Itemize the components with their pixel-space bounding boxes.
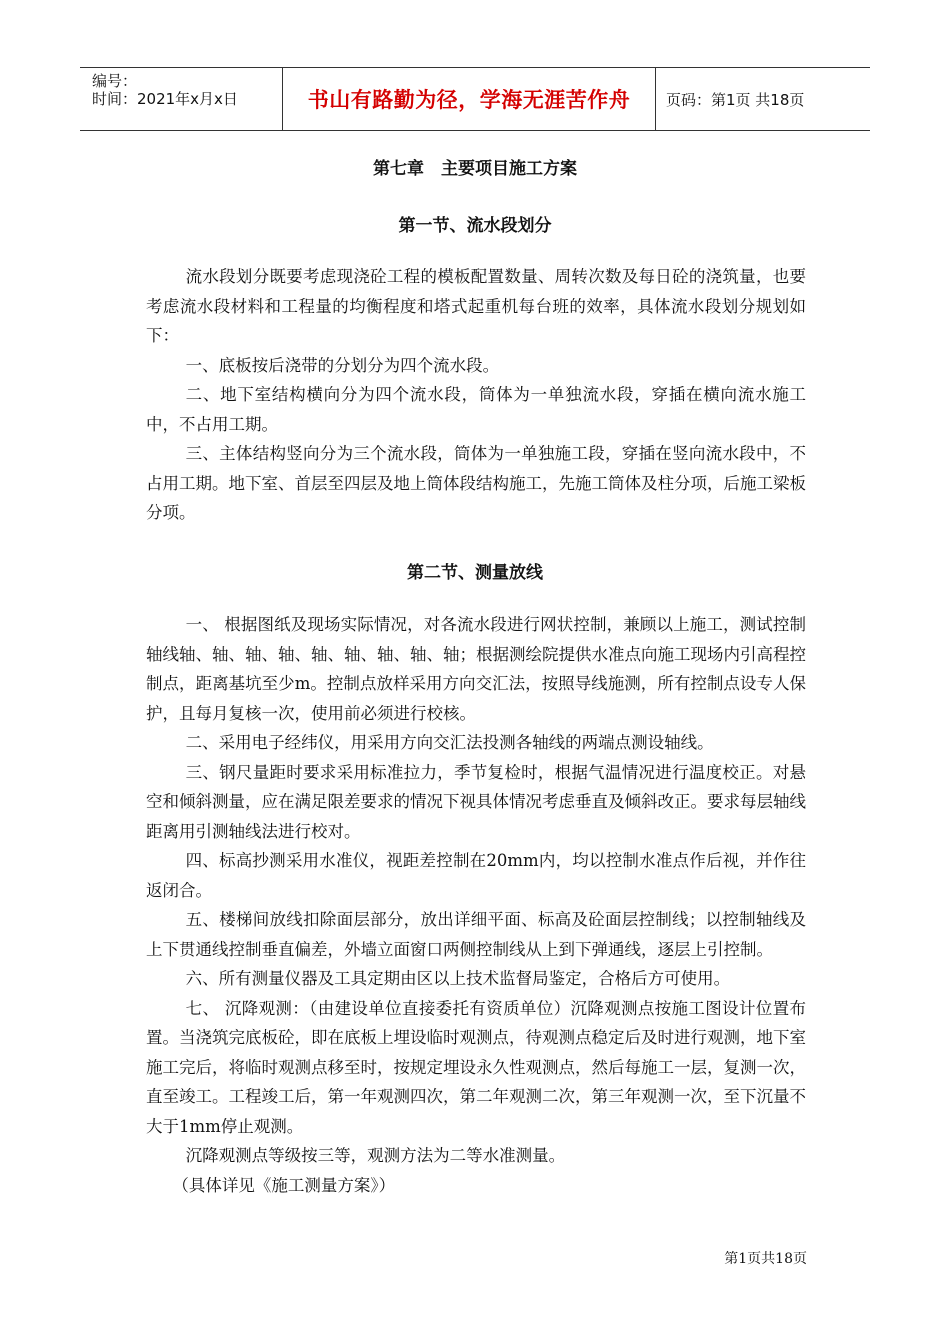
header-motto: 书山有路勤为径，学海无涯苦作舟 bbox=[282, 68, 656, 130]
section2-reference: （具体详见《施工测量方案》） bbox=[172, 1175, 396, 1195]
section2-body bbox=[146, 610, 806, 1200]
section2-paragraph: 六、所有测量仪器及工具定期由区以上技术监督局鉴定，合格后方可使用。 bbox=[185, 969, 731, 988]
chapter-title: 第七章 主要项目施工方案 bbox=[373, 159, 577, 179]
section1-body bbox=[146, 262, 806, 528]
header-meta bbox=[80, 68, 282, 130]
section2-paragraph: 五、楼梯间放线扣除面层部分，放出详细平面、标高及砼面层控制线；以控制轴线及上下贯通线控制垂直偏差，外墙立面窗口两侧控制线从上到下弹通线，逐层上引控制。 bbox=[146, 910, 806, 959]
section2-title: 第二节、测量放线 bbox=[407, 563, 543, 583]
header-time-label: 时间：2021年x月x日 bbox=[92, 90, 238, 108]
header-page-info: 页码：第1页 共18页 bbox=[666, 90, 805, 109]
section2-paragraph: 沉降观测点等级按三等，观测方法为二等水准测量。 bbox=[185, 1146, 566, 1165]
section1-paragraph: 三、主体结构竖向分为三个流水段，筒体为一单独施工段，穿插在竖向流水段中，不占用工期。地下室、首层至四层及地上筒体段结构施工，先施工筒体及柱分项，后施工梁板分项。 bbox=[146, 444, 806, 522]
page-header bbox=[80, 67, 870, 131]
section1-title: 第一节、流水段划分 bbox=[398, 216, 552, 236]
section1-paragraph: 二、地下室结构横向分为四个流水段，筒体为一单独流水段，穿插在横向流水施工中，不占用工期。 bbox=[146, 385, 806, 434]
section2-paragraph: 四、标高抄测采用水准仪，视距差控制在20mm内，均以控制水准点作后视，并作往返闭合。 bbox=[146, 851, 806, 900]
section2-paragraph: 一、 根据图纸及现场实际情况，对各流水段进行网状控制，兼顾以上施工，测试控制轴线轴、轴、轴、轴、轴、轴、轴、轴、轴；根据测绘院提供水准点向施工现场内引高程控制点，距离基坑至少m。控制点放样采用方向交汇法，按照导线施测，所有控制点设专人保护，且每月复核一次，使用前必须进行校核。 bbox=[146, 615, 806, 723]
section2-paragraph: 二、采用电子经纬仪，用采用方向交汇法投测各轴线的两端点测设轴线。 bbox=[185, 733, 714, 752]
page-footer: 第1页共18页 bbox=[724, 1251, 807, 1267]
section1-paragraph: 流水段划分既要考虑现浇砼工程的模板配置数量、周转次数及每日砼的浇筑量，也要考虑流水段材料和工程量的均衡程度和塔式起重机每台班的效率，具体流水段划分规划如下： bbox=[146, 267, 806, 345]
section2-paragraph: 三、钢尺量距时要求采用标准拉力，季节复检时，根据气温情况进行温度校正。对悬空和倾斜测量，应在满足限差要求的情况下视具体情况考虑垂直及倾斜改正。要求每层轴线距离用引测轴线法进行校对。 bbox=[146, 762, 806, 841]
header-number-label: 编号： bbox=[92, 72, 138, 90]
section1-paragraph: 一、底板按后浇带的分划分为四个流水段。 bbox=[185, 355, 500, 375]
section2-paragraph: 七、 沉降观测：（由建设单位直接委托有资质单位）沉降观测点按施工图设计位置布置。当浇筑完底板砼，即在底板上埋设临时观测点，待观测点稳定后及时进行观测，地下室施工完后，将临时观测点移至时，按规定埋设永久性观测点，然后每施工一层，复测一次，直至竣工。工程竣工后，第一年观测四次，第二年观测二次，第三年观测一次，至下沉量不大于1mm停止观测。 bbox=[146, 998, 806, 1136]
